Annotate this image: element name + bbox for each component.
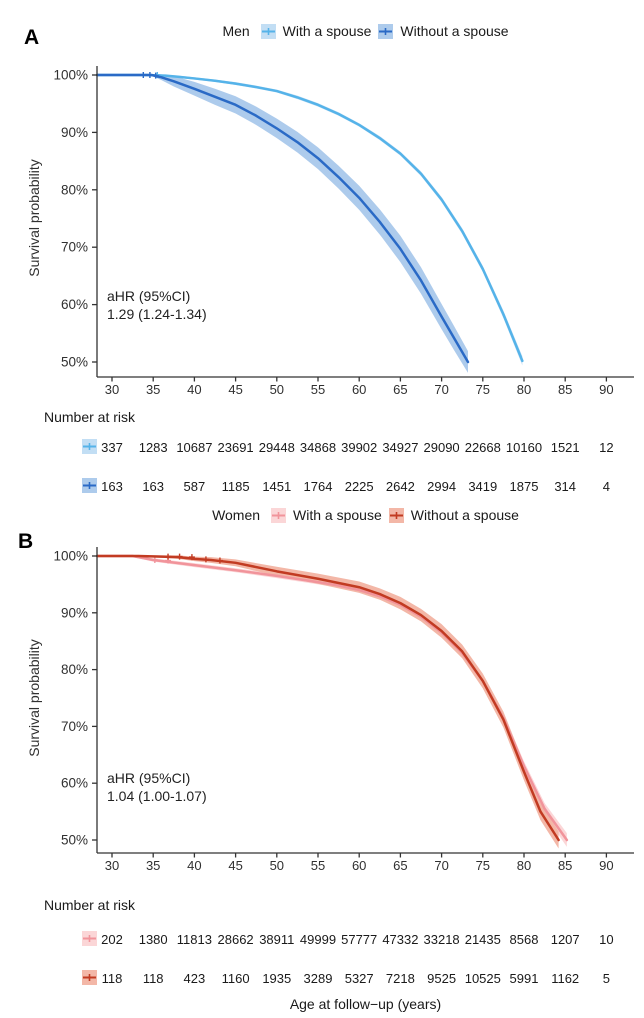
x-tick-label-b: 70 <box>434 858 449 873</box>
y-tick-label-a: 100% <box>53 67 88 83</box>
x-tick-label-a: 40 <box>187 382 202 397</box>
y-tick-label-a: 70% <box>60 239 88 255</box>
risk-value-a-0: 34927 <box>382 440 419 455</box>
y-tick-label-a: 50% <box>60 354 88 370</box>
risk-value-b-1: 118 <box>101 971 123 986</box>
legend-key-men-with-spouse-icon <box>261 24 276 39</box>
y-tick-label-a: 90% <box>60 124 88 140</box>
x-tick-label-b: 30 <box>104 858 120 873</box>
risk-value-a-1: 2642 <box>385 479 415 494</box>
risk-value-a-1: 314 <box>554 479 577 494</box>
x-tick-label-a: 85 <box>557 382 573 397</box>
censor-mark-a-1 <box>140 72 146 78</box>
risk-value-b-1: 9525 <box>427 971 457 986</box>
risk-value-a-1: 4 <box>602 479 610 494</box>
y-tick-label-b: 60% <box>60 775 88 791</box>
x-tick-label-b: 85 <box>557 858 573 873</box>
risk-value-b-0: 202 <box>101 932 123 947</box>
risk-value-b-0: 21435 <box>464 932 501 947</box>
risk-value-a-0: 23691 <box>217 440 254 455</box>
ahr-annotation-women <box>107 769 207 805</box>
x-axis-title: Age at follow−up (years) <box>289 996 442 1012</box>
risk-value-a-1: 2994 <box>427 479 457 494</box>
x-tick-label-a: 75 <box>475 382 491 397</box>
risk-value-a-0: 39902 <box>341 440 378 455</box>
risk-value-b-1: 3289 <box>303 971 333 986</box>
risk-value-a-1: 3419 <box>468 479 498 494</box>
ahr-annotation-women-line2: 1.04 (1.00-1.07) <box>107 788 207 804</box>
x-tick-label-a: 60 <box>351 382 367 397</box>
legend-key-men-without-spouse-icon <box>378 24 393 39</box>
y-tick-label-b: 70% <box>60 718 88 734</box>
ahr-annotation-men <box>107 287 207 323</box>
x-tick-label-a: 80 <box>516 382 532 397</box>
x-tick-label-a: 45 <box>228 382 243 397</box>
legend-label-women-with-spouse: With a spouse <box>293 507 382 523</box>
risk-value-a-0: 12 <box>599 440 614 455</box>
legend-group-men: Men <box>222 23 250 39</box>
x-tick-label-a: 55 <box>310 382 326 397</box>
risk-value-b-0: 57777 <box>341 932 378 947</box>
x-tick-label-a: 70 <box>434 382 449 397</box>
y-tick-label-b: 90% <box>60 605 88 621</box>
x-tick-label-a: 50 <box>269 382 285 397</box>
y-axis-title-a: Survival probability <box>26 159 42 277</box>
risk-table-header-women: Number at risk <box>44 897 136 913</box>
panel-label-b: B <box>18 530 34 553</box>
legend-men <box>97 23 634 39</box>
ahr-annotation-men-line2: 1.29 (1.24-1.34) <box>107 306 207 322</box>
x-tick-label-b: 80 <box>516 858 532 873</box>
ci-band-a-1 <box>97 74 468 373</box>
risk-value-b-0: 11813 <box>176 932 212 947</box>
risk-value-a-0: 1283 <box>138 440 168 455</box>
risk-value-a-1: 1764 <box>303 479 333 494</box>
risk-value-b-0: 33218 <box>423 932 460 947</box>
risk-value-b-0: 1207 <box>550 932 580 947</box>
risk-value-a-1: 587 <box>183 479 206 494</box>
panel-label-a: A <box>24 26 40 49</box>
risk-value-a-1: 1185 <box>221 479 250 494</box>
risk-value-b-1: 1162 <box>551 971 580 986</box>
y-axis-title-b: Survival probability <box>26 639 42 757</box>
x-tick-label-b: 35 <box>145 858 161 873</box>
risk-value-b-1: 1160 <box>221 971 250 986</box>
x-tick-label-b: 50 <box>269 858 285 873</box>
x-tick-label-b: 90 <box>599 858 614 873</box>
risk-value-b-0: 8568 <box>509 932 539 947</box>
risk-value-b-1: 5 <box>602 971 610 986</box>
x-tick-label-a: 35 <box>145 382 161 397</box>
legend-group-women: Women <box>212 507 261 523</box>
x-tick-label-a: 30 <box>104 382 120 397</box>
risk-value-a-1: 2225 <box>344 479 374 494</box>
risk-value-b-0: 38911 <box>259 932 295 947</box>
risk-value-b-0: 10 <box>599 932 614 947</box>
y-tick-label-a: 60% <box>60 297 88 313</box>
risk-value-b-1: 118 <box>142 971 164 986</box>
ahr-annotation-men-line1: aHR (95%CI) <box>107 288 191 304</box>
y-tick-label-b: 100% <box>53 548 88 564</box>
risk-value-a-1: 1875 <box>509 479 539 494</box>
risk-value-b-1: 5991 <box>509 971 539 986</box>
risk-value-a-0: 337 <box>101 440 123 455</box>
legend-label-men-without-spouse: Without a spouse <box>400 23 509 39</box>
risk-value-a-0: 1521 <box>550 440 580 455</box>
legend-key-women-without-spouse-icon <box>389 508 404 523</box>
risk-value-a-0: 22668 <box>464 440 501 455</box>
censor-mark-a-1 <box>147 72 153 78</box>
risk-value-b-0: 49999 <box>299 932 337 947</box>
axis-lines-a <box>97 66 634 377</box>
risk-value-a-1: 163 <box>101 479 123 494</box>
risk-value-b-1: 10525 <box>464 971 501 986</box>
risk-value-b-0: 28662 <box>217 932 254 947</box>
x-tick-label-a: 65 <box>393 382 408 397</box>
x-tick-label-b: 40 <box>187 858 202 873</box>
x-tick-label-b: 60 <box>351 858 367 873</box>
legend-label-men-with-spouse: With a spouse <box>282 23 372 39</box>
risk-value-a-0: 34868 <box>299 440 337 455</box>
risk-value-a-0: 29090 <box>423 440 460 455</box>
x-tick-label-b: 65 <box>393 858 408 873</box>
risk-value-a-0: 29448 <box>258 440 295 455</box>
risk-value-b-0: 47332 <box>382 932 419 947</box>
risk-value-a-0: 10160 <box>505 440 543 455</box>
x-tick-label-b: 55 <box>310 858 326 873</box>
y-tick-label-a: 80% <box>60 182 88 198</box>
legend-women <box>97 507 634 523</box>
y-tick-label-b: 80% <box>60 662 88 678</box>
ahr-annotation-women-line1: aHR (95%CI) <box>107 770 191 786</box>
legend-label-women-without-spouse: Without a spouse <box>410 507 519 523</box>
legend-key-women-with-spouse-icon <box>271 508 286 523</box>
risk-value-a-1: 1451 <box>262 479 292 494</box>
y-tick-label-b: 50% <box>60 832 88 848</box>
risk-value-b-1: 423 <box>183 971 206 986</box>
risk-value-b-1: 7218 <box>385 971 415 986</box>
risk-value-b-0: 1380 <box>138 932 168 947</box>
x-tick-label-b: 45 <box>228 858 243 873</box>
risk-value-b-1: 5327 <box>344 971 374 986</box>
x-tick-label-b: 75 <box>475 858 491 873</box>
risk-value-b-1: 1935 <box>262 971 292 986</box>
x-tick-label-a: 90 <box>599 382 614 397</box>
censor-mark-b-1 <box>165 554 171 560</box>
risk-value-a-0: 10687 <box>176 440 213 455</box>
risk-table-header-men: Number at risk <box>44 409 136 425</box>
risk-value-a-1: 163 <box>142 479 165 494</box>
